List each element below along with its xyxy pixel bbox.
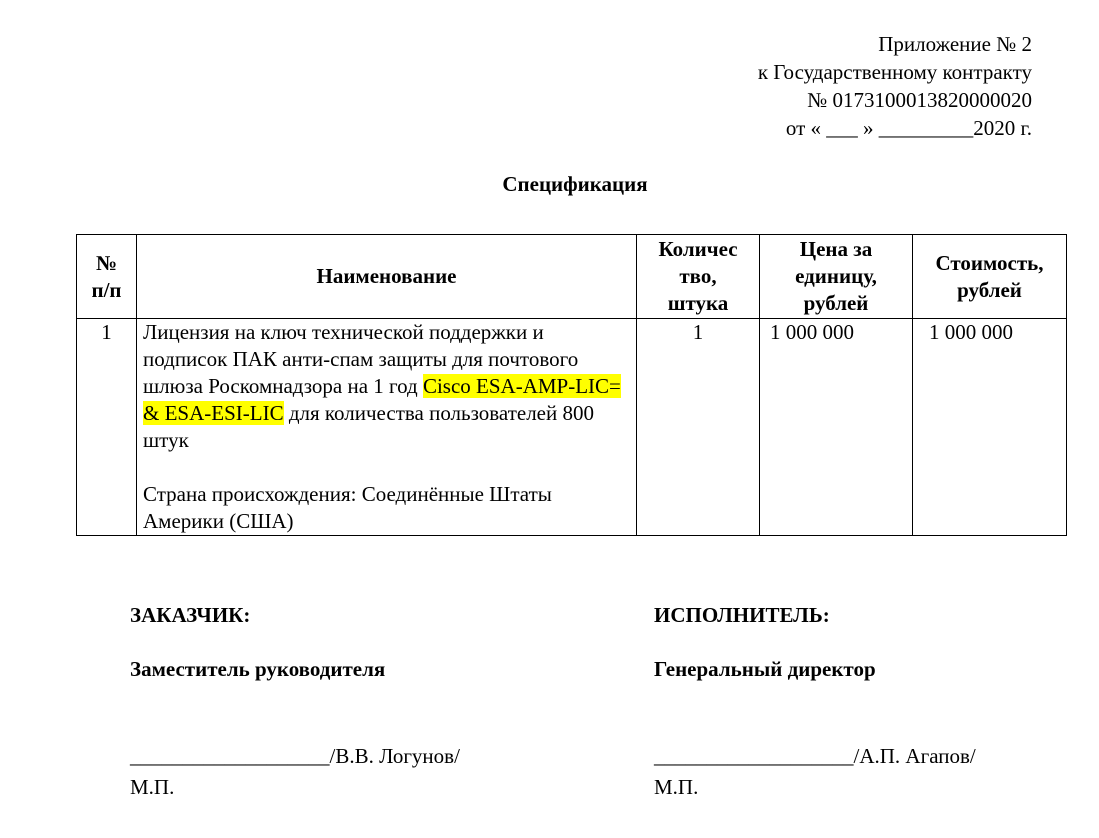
row-price: 1 000 000 <box>760 319 913 536</box>
customer-label: ЗАКАЗЧИК: <box>130 603 251 627</box>
item-quantity-desc: для количества пользователей 800 штук <box>143 401 594 452</box>
header-price: Цена за единицу, рублей <box>760 235 913 319</box>
customer-signature: ___________________/В.В. Логунов/ <box>130 744 460 768</box>
header-name: Наименование <box>137 235 637 319</box>
row-name <box>137 319 637 536</box>
item-origin: Страна происхождения: Соединённые Штаты Америки (США) <box>143 482 552 533</box>
customer-stamp: М.П. <box>130 775 175 799</box>
appendix-contract-number: № 0173100013820000020 <box>807 88 1032 112</box>
appendix-date: от « ___ » _________2020 г. <box>785 116 1032 140</box>
customer-position: Заместитель руководителя <box>130 657 386 681</box>
appendix-contract-ref: к Государственному контракту <box>757 60 1032 84</box>
contractor-position: Генеральный директор <box>654 657 876 681</box>
specification-table <box>76 234 1067 536</box>
item-model-highlight: Cisco ESA-AMP-LIC= & ESA-ESI-LIC <box>143 374 621 425</box>
contractor-stamp: М.П. <box>654 775 699 799</box>
item-description: Лицензия на ключ технической поддержки и подписок ПАК анти-спам защиты для почтового шлюза Роскомнадзора на 1 год <box>143 320 579 398</box>
row-cost: 1 000 000 <box>913 319 1067 536</box>
header-cost: Стоимость, рублей <box>913 235 1067 319</box>
row-qty: 1 <box>637 319 760 536</box>
appendix-header <box>758 30 1032 142</box>
table-row <box>77 319 1067 536</box>
table-header-row <box>77 235 1067 319</box>
document-title: Спецификация <box>502 172 648 196</box>
contractor-label: ИСПОЛНИТЕЛЬ: <box>654 603 830 627</box>
contractor-signature: ___________________/А.П. Агапов/ <box>654 744 976 768</box>
appendix-number: Приложение № 2 <box>878 32 1032 56</box>
header-qty: Количес тво, штука <box>637 235 760 319</box>
row-num: 1 <box>77 319 137 536</box>
header-num: № п/п <box>77 235 137 319</box>
